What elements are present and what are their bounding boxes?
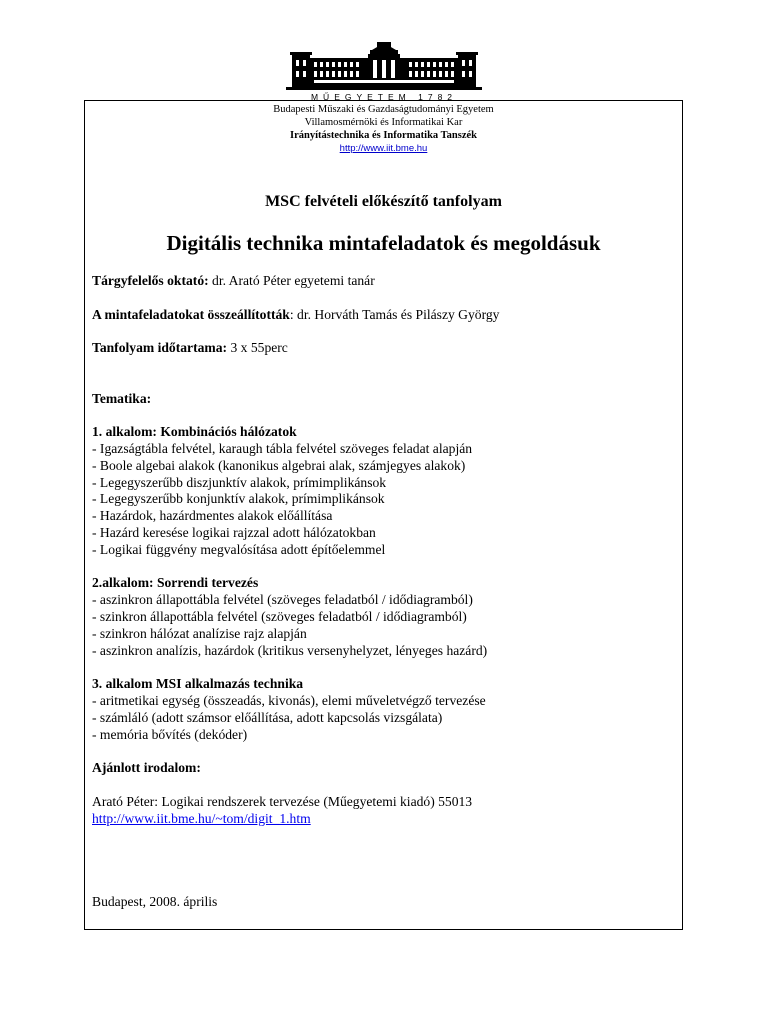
document-frame (84, 100, 683, 930)
list-item: - aszinkron analízis, hazárdok (kritikus versenyhelyzet, lényeges hazárd) (92, 642, 488, 658)
university-logo (284, 40, 484, 102)
department-name: Irányítástechnika és Informatika Tanszék (290, 130, 477, 141)
department-url-link[interactable]: http://www.iit.bme.hu (339, 143, 428, 154)
university-name: Budapesti Műszaki és Gazdaságtudományi Egyetem (273, 104, 494, 115)
list-item: - aszinkron állapottábla felvétel (szöveges feladatból / idődiagramból) (92, 592, 473, 608)
session-heading: 1. alkalom: Kombinációs hálózatok (92, 424, 297, 440)
list-item: - szinkron állapottábla felvétel (szöveges feladatból / idődiagramból) (92, 608, 467, 624)
footer-place-date: Budapest, 2008. április (92, 894, 218, 910)
list-item: - szinkron hálózat analízise rajz alapján (92, 625, 307, 641)
list-item: - memória bővítés (dekóder) (92, 726, 248, 742)
list-item: - Boole algebai alakok (kanonikus algebrai alak, számjegyes alakok) (92, 457, 466, 473)
list-item: - Hazárdok, hazárdmentes alakok előállítása (92, 508, 333, 524)
list-item: - Legegyszerűbb diszjunktív alakok, prímimplikánsok (92, 474, 387, 490)
literature-book: Arató Péter: Logikai rendszerek tervezése (Műegyetemi kiadó) 55013 (92, 793, 473, 809)
course-title: MSC felvételi előkészítő tanfolyam (265, 193, 502, 210)
document-title: Digitális technika mintafeladatok és megoldásuk (166, 231, 601, 255)
topics-heading: Tematika: (92, 390, 152, 406)
logo-caption: MŰEGYETEM 1782 (310, 92, 458, 102)
list-item: - Hazárd keresése logikai rajzzal adott hálózatokban (92, 524, 376, 540)
session-3 (92, 676, 676, 743)
compilers-line: A mintafeladatokat összeállították: dr. Horváth Tamás és Pilászy György (92, 306, 500, 322)
literature-link[interactable]: http://www.iit.bme.hu/~tom/digit_1.htm (92, 810, 311, 826)
session-heading: 2.alkalom: Sorrendi tervezés (92, 575, 259, 591)
list-item: - Logikai függvény megvalósítása adott építőelemmel (92, 541, 386, 557)
list-item: - Legegyszerűbb konjunktív alakok, prímimplikánsok (92, 491, 385, 507)
institution-header (85, 103, 682, 155)
list-item: - Igazságtábla felvétel, karaugh tábla felvétel szöveges feladat alapján (92, 440, 473, 456)
list-item: - számláló (adott számsor előállítása, adott kapcsolás vizsgálata) (92, 709, 443, 725)
session-1 (92, 424, 676, 558)
session-2 (92, 575, 676, 659)
instructor-line: Tárgyfelelős oktató: dr. Arató Péter egyetemi tanár (92, 273, 375, 288)
session-heading: 3. alkalom MSI alkalmazás technika (92, 676, 304, 692)
list-item: - aritmetikai egység (összeadás, kivonás), elemi műveletvégző tervezése (92, 692, 486, 708)
duration-line: Tanfolyam időtartama: 3 x 55perc (92, 340, 288, 356)
document-body (92, 273, 676, 911)
literature-heading: Ajánlott irodalom: (92, 760, 201, 776)
faculty-name: Villamosmérnöki és Informatikai Kar (304, 117, 463, 128)
